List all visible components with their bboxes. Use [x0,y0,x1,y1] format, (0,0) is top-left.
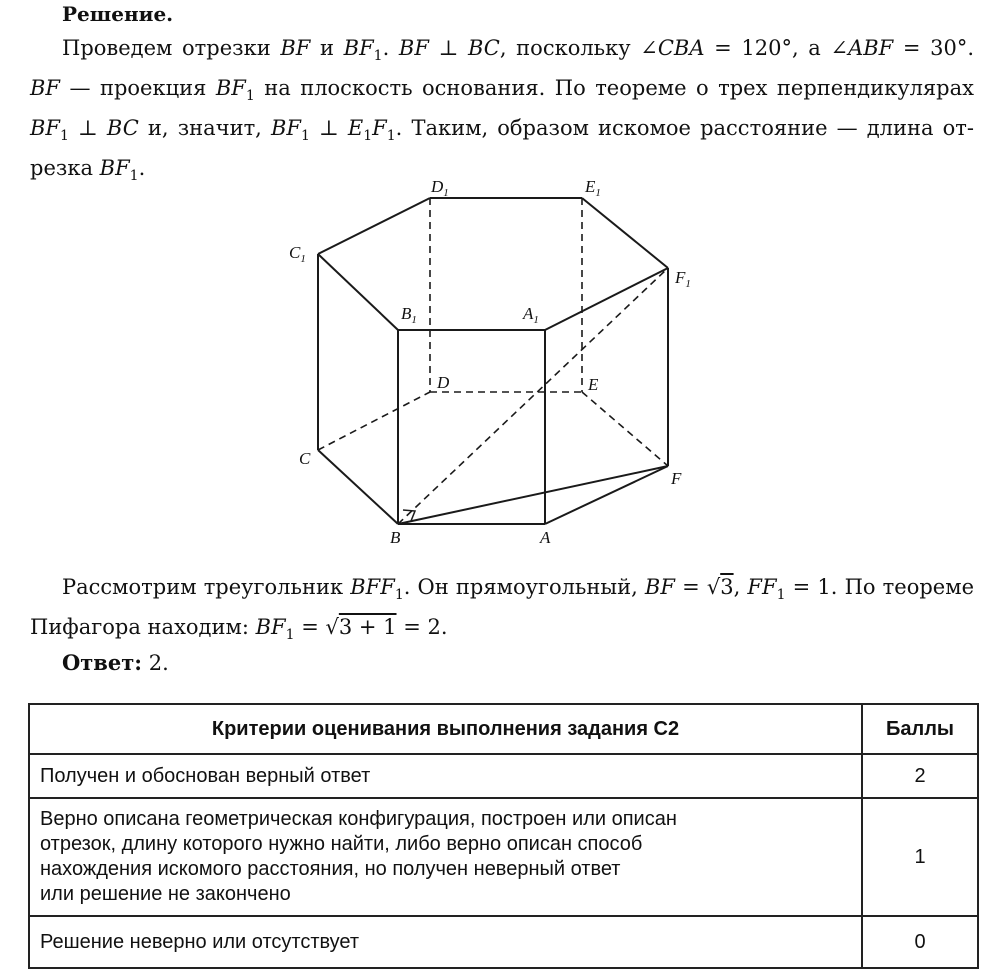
solution-heading: Решение. [62,2,174,26]
answer [62,650,169,675]
label-c1: $C_1$ [289,243,306,265]
edge-e-f-hidden [582,392,668,466]
edge-c-d-hidden [318,392,430,450]
criteria-points: 0 [862,916,978,968]
criteria-header-row [29,704,978,754]
criteria-row [29,754,978,798]
criteria-points: 2 [862,754,978,798]
label-b1: $B_1$ [401,304,417,326]
solution-line-2: BF — проекция $BF_1$ на плоскость основания. По теореме о трех перпендикулярах [30,76,974,104]
pythagoras-line-1: Рассмотрим треугольник $BFF_1$. Он прямоугольный, BF = √3, $FF_1 = 1$. По теореме [62,575,974,603]
solution-line-3: $BF_1$ ⊥ BC и, значит, $BF_1$ ⊥ $E_1F_1$. Таким, образом искомое расстояние — длина от- [30,116,974,144]
criteria-row [29,798,978,916]
criteria-table [28,703,979,969]
label-a1: $A_1$ [523,304,539,326]
edge-c-b [318,450,398,524]
criteria-text: Получен и обоснован верный ответ [29,754,862,798]
criteria-header: Критерии оценивания выполнения задания С2 [29,704,862,754]
pythagoras-paragraph [30,569,974,649]
label-e1: $E_1$ [585,177,601,199]
edge-f1-a1 [545,268,668,330]
criteria-text: Решение неверно или отсутствует [29,916,862,968]
points-header: Баллы [862,704,978,754]
criteria-text: Верно описана геометрическая конфигурация, построен или описан отрезок, длину которого нужно найти, либо верно описан способ нахождения искомого расстояния, но получен неверный ответ или решение не закончено [29,798,862,916]
label-e: E [588,375,599,394]
segment-bf [398,466,668,524]
criteria-row [29,916,978,968]
answer-label: Ответ: [62,650,143,675]
label-d1: $D_1$ [431,177,449,199]
label-c: C [299,449,311,468]
label-d: D [437,373,450,392]
criteria-points: 1 [862,798,978,916]
edge-c1-d1 [318,198,430,254]
pythagoras-line-2: Пифагора находим: $BF_1 = √3 + 1 = 2$. [30,615,448,643]
solution-line-4: резка $BF_1$. [30,156,146,184]
label-f1: $F_1$ [675,268,691,290]
right-angle-mark [403,510,415,521]
answer-value: 2. [148,651,169,675]
edge-a-f [545,466,668,524]
edge-b1-c1 [318,254,398,330]
edge-e1-f1 [582,198,668,268]
label-a: A [540,528,551,547]
solution-line-1: Проведем отрезки BF и $BF_1$. BF ⊥ BC, поскольку ∠CBA = 120°, а ∠ABF = 30°. [62,36,975,64]
label-f: F [671,469,682,488]
label-b: B [390,528,401,547]
